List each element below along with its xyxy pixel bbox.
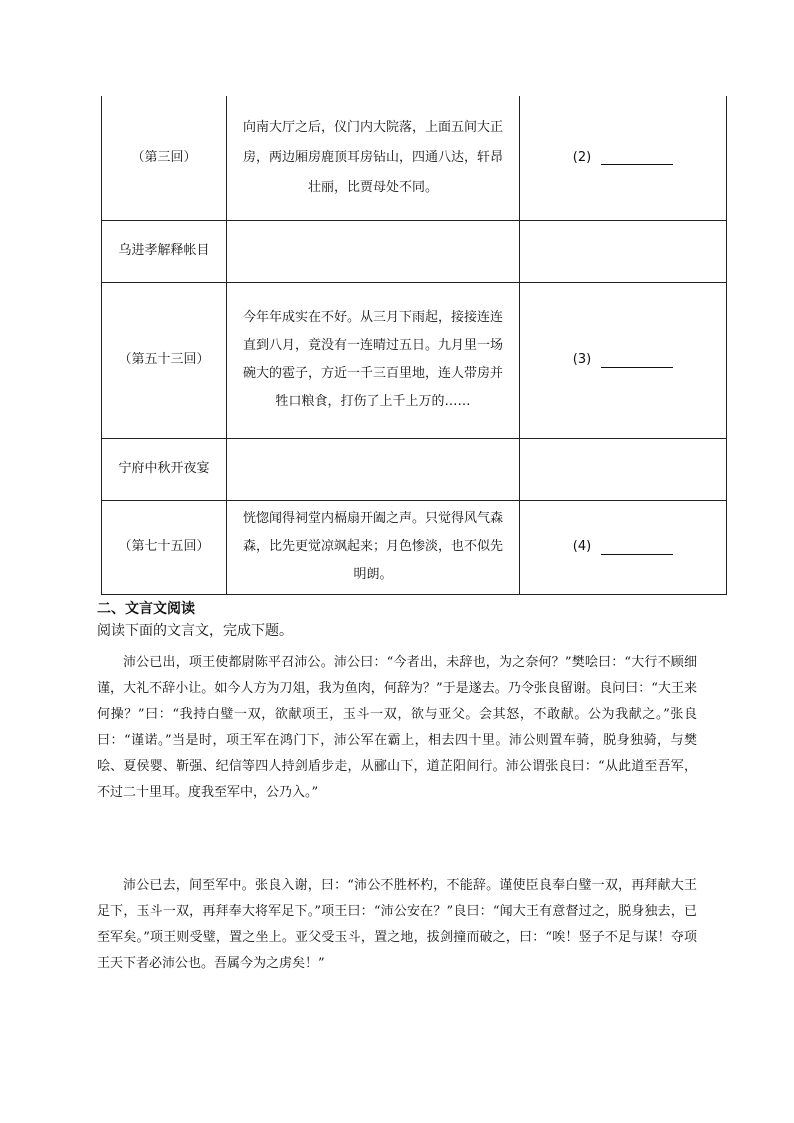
event-label: （第五十三回） [118,352,210,367]
event-cell [102,220,227,282]
answer-cell [520,438,727,500]
quote-text: 向南大厅之后，仪门内大院落，上面五间大正房，两边厢房鹿顶耳房钻山，四通八达，轩昂壮丽，比贾母处不同。 [242,119,503,195]
table-row [102,282,727,438]
passage-paragraph-1: 沛公已出，项王使都尉陈平召沛公。沛公曰：“今者出，未辞也，为之奈何？”樊哙曰：“大行不顾细谨，大礼不辞小让。如今人方为刀俎，我为鱼肉，何辞为？”于是遂去。乃令张良留谢。良问曰：“大王来何操？”曰：“我持白璧一双，欲献项王，玉斗一双，欲与亚父。会其怒，不敢献。公为我献之。”张良曰：“谨诺。”当是时，项王军在鸿门下，沛公军在霸上，相去四十里。沛公则置车骑，脱身独骑，与樊哙、夏侯婴、靳强、纪信等四人持剑盾步走，从郦山下，道芷阳间行。沛公谓张良曰：“从此道至吾军，不过二十里耳。度我至军中，公乃入。” [97,655,697,800]
reading-table [101,96,727,595]
section-instruction: 阅读下面的文言文，完成下题。 [97,623,293,639]
answer-cell [520,282,727,438]
event-label: 乌进孝解释帐目 [118,243,210,258]
event-label: 宁府中秋开夜宴 [118,461,210,476]
event-cell [102,282,227,438]
answer-cell [520,220,727,282]
answer-blank[interactable] [601,150,673,165]
section-title: 二、文言文阅读 [97,601,195,617]
event-cell [102,500,227,594]
event-label: （第七十五回） [118,539,210,554]
table-row [102,220,727,282]
table-row [102,438,727,500]
quote-cell [227,438,520,500]
answer-number: (3) [572,352,592,367]
answer-blank[interactable] [601,540,673,555]
quote-cell [227,96,520,220]
event-label: （第三回） [131,149,197,165]
quote-text: 今年年成实在不好。从三月下雨起，接接连连直到八月，竟没有一连晴过五日。九月里一场碗大的雹子，方近一千三百里地，连人带房并牲口粮食，打伤了上千上万的…… [242,310,503,409]
quote-cell [227,282,520,438]
table-row [102,500,727,594]
answer-cell [520,500,727,594]
event-cell [102,96,227,220]
event-cell [102,438,227,500]
answer-number: (4) [572,539,592,554]
quote-text: 恍惚闻得祠堂内槅扇开阖之声。只觉得风气森森，比先更觉凉飒起来；月色惨淡，也不似先明朗。 [242,511,503,582]
quote-cell [227,500,520,594]
answer-blank[interactable] [601,353,673,368]
table-row [102,96,727,220]
answer-cell [520,96,727,220]
quote-cell [227,220,520,282]
answer-number: (2) [572,149,592,165]
passage-paragraph-2: 沛公已去，间至军中。张良入谢，曰：“沛公不胜杯杓，不能辞。谨使臣良奉白璧一双，再拜献大王足下，玉斗一双，再拜奉大将军足下。”项王曰：“沛公安在？”良曰：“闻大王有意督过之，脱身独去，已至军矣。”项王则受璧，置之坐上。亚父受玉斗，置之地，拔剑撞而破之，曰：“唉！竖子不足与谋！夺项王天下者必沛公也。吾属今为之虏矣！” [97,878,697,971]
